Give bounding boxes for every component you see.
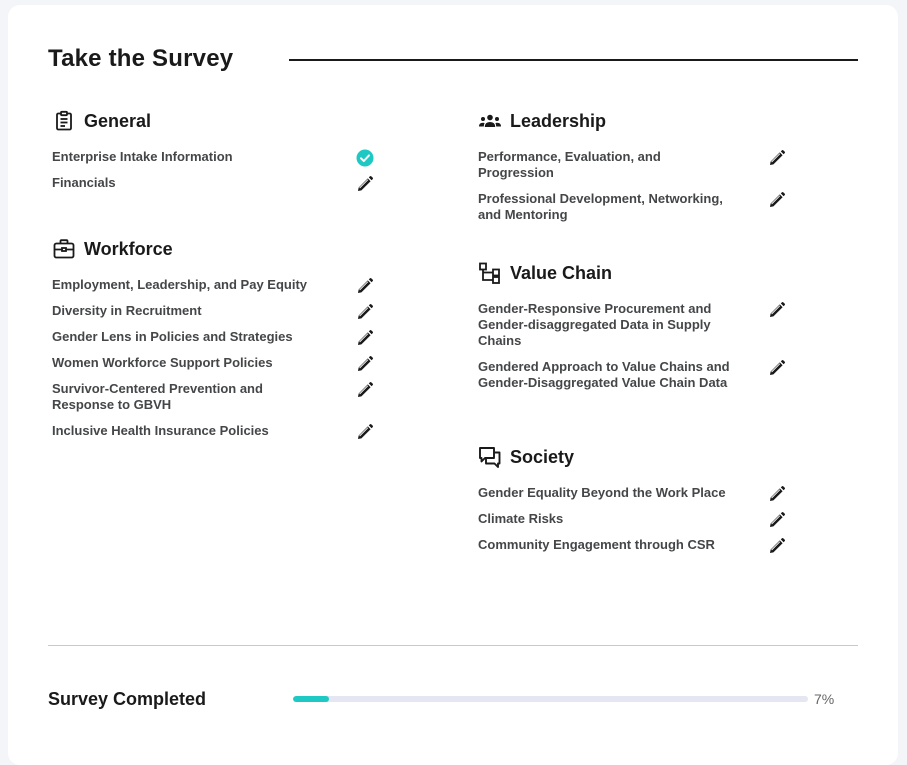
section-general: [52, 109, 392, 237]
pencil-icon[interactable]: [768, 149, 786, 167]
workforce-items: [52, 277, 392, 439]
survey-item-label: Inclusive Health Insurance Policies: [52, 423, 269, 438]
section-header-leadership: [478, 109, 818, 133]
section-header-society: [478, 445, 818, 469]
survey-item-survivor-centered-gbvh[interactable]: [52, 381, 392, 413]
survey-item-women-workforce-support[interactable]: [52, 355, 392, 371]
briefcase-icon: [52, 237, 76, 261]
survey-item-label: Community Engagement through CSR: [478, 537, 715, 552]
pencil-icon[interactable]: [356, 329, 374, 347]
pencil-icon[interactable]: [356, 381, 374, 399]
check-circle-icon[interactable]: [356, 149, 374, 167]
right-column: [478, 109, 818, 563]
general-items: [52, 149, 392, 191]
progress-percent: 7%: [814, 691, 835, 707]
survey-item-diversity-recruitment[interactable]: [52, 303, 392, 319]
pencil-icon[interactable]: [356, 277, 374, 295]
pencil-icon[interactable]: [768, 485, 786, 503]
survey-item-label: Diversity in Recruitment: [52, 303, 202, 318]
survey-item-label: Women Workforce Support Policies: [52, 355, 273, 370]
survey-item-label: Financials: [52, 175, 116, 190]
survey-item-inclusive-health-insurance[interactable]: [52, 423, 392, 439]
value-chain-items: [478, 301, 818, 391]
progress-bar-fill: [293, 696, 329, 702]
section-title-leadership: Leadership: [510, 110, 607, 131]
pencil-icon[interactable]: [356, 423, 374, 441]
section-workforce: [52, 237, 392, 439]
progress-bar: [293, 696, 808, 702]
pencil-icon[interactable]: [356, 355, 374, 373]
clipboard-icon: [52, 109, 76, 133]
page-title: Take the Survey: [48, 45, 234, 72]
survey-item-gendered-approach-value-chains[interactable]: [478, 359, 818, 391]
section-header-general: [52, 109, 392, 133]
society-items: [478, 485, 818, 553]
group-icon: [478, 109, 502, 133]
leadership-items: [478, 149, 818, 223]
survey-item-gender-responsive-procurement[interactable]: [478, 301, 818, 349]
survey-card: [8, 5, 898, 765]
survey-item-enterprise-intake[interactable]: [52, 149, 392, 165]
section-title-society: Society: [510, 446, 575, 467]
left-column: [52, 109, 392, 449]
survey-item-label: Gender-Responsive Procurement and Gender-disaggregated Data in Supply Chains: [478, 301, 712, 348]
pencil-icon[interactable]: [768, 301, 786, 319]
section-header-value-chain: [478, 261, 818, 285]
survey-item-gender-lens-policies[interactable]: [52, 329, 392, 345]
section-society: [478, 445, 818, 553]
survey-item-label: Gender Lens in Policies and Strategies: [52, 329, 293, 344]
survey-item-label: Professional Development, Networking, and Mentoring: [478, 191, 723, 222]
pencil-icon[interactable]: [768, 359, 786, 377]
survey-item-financials[interactable]: [52, 175, 392, 191]
section-title-general: General: [84, 110, 152, 131]
survey-item-label: Gender Equality Beyond the Work Place: [478, 485, 726, 500]
pencil-icon[interactable]: [356, 303, 374, 321]
pencil-icon[interactable]: [768, 511, 786, 529]
section-header-workforce: [52, 237, 392, 261]
section-title-workforce: Workforce: [84, 238, 173, 259]
survey-item-community-engagement-csr[interactable]: [478, 537, 818, 553]
pencil-icon[interactable]: [768, 537, 786, 555]
hierarchy-icon: [478, 261, 502, 285]
title-row: [48, 45, 858, 77]
progress-label: Survey Completed: [48, 689, 207, 709]
survey-item-label: Performance, Evaluation, and Progression: [478, 149, 661, 180]
survey-item-label: Survivor-Centered Prevention and Response to GBVH: [52, 381, 263, 412]
section-title-value-chain: Value Chain: [510, 262, 613, 283]
survey-item-label: Gendered Approach to Value Chains and Gender-Disaggregated Value Chain Data: [478, 359, 730, 390]
bottom-divider: [48, 645, 858, 646]
survey-item-professional-development[interactable]: [478, 191, 818, 223]
pencil-icon[interactable]: [356, 175, 374, 193]
chat-bubbles-icon: [478, 445, 502, 469]
pencil-icon[interactable]: [768, 191, 786, 209]
survey-item-label: Enterprise Intake Information: [52, 149, 233, 164]
survey-item-gender-equality-beyond-workplace[interactable]: [478, 485, 818, 501]
survey-item-employment-leadership-pay[interactable]: [52, 277, 392, 293]
section-leadership: [478, 109, 818, 261]
survey-item-label: Employment, Leadership, and Pay Equity: [52, 277, 308, 292]
title-divider: [289, 59, 858, 61]
section-value-chain: [478, 261, 818, 445]
survey-item-climate-risks[interactable]: [478, 511, 818, 527]
survey-item-performance-evaluation[interactable]: [478, 149, 818, 181]
survey-item-label: Climate Risks: [478, 511, 564, 526]
